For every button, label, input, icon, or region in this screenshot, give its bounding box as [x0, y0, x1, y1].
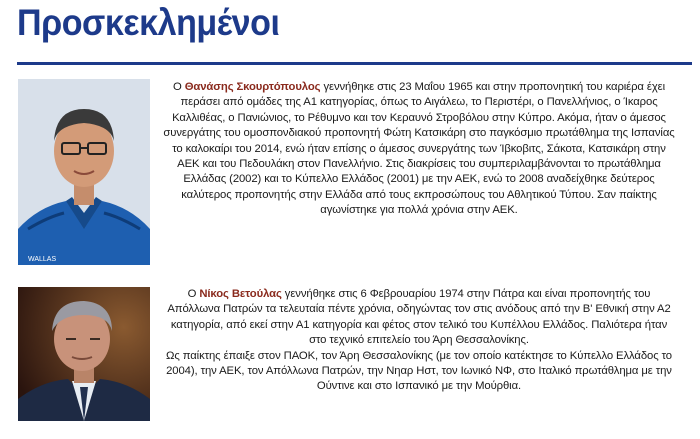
bio-text-2b: Ως παίκτης έπαιξε στον ΠΑΟΚ, τον Άρη Θεσσαλονίκης (με τον οποίο κατέκτησε το Κύπελλο Ελλάδος το 2004), την ΑΕΚ, τον Απόλλωνα Πατρών, την Νηαρ Ηστ, τον Ιωνικό ΝΦ, στο Ιταλικό πρωτάθλημα με την Ούντινε και στο Ισπανικό με την Μούρθια. — [165, 349, 672, 393]
bio-article-1: Ο — [172, 81, 185, 93]
bio-article-2: Ο — [187, 288, 200, 300]
bio-paragraph-2 — [163, 287, 675, 395]
portrait-photo-2 — [18, 287, 150, 421]
bio-text-2: γεννήθηκε στις 6 Φεβρουαρίου 1974 στην Πάτρα και είναι προπονητής του Απόλλωνα Πατρών τα τελευταία πέντε χρόνια, οδηγώντας τον στις ανόδους από την Β' Εθνική στην Α2 κατηγορία, από εκεί στην Α1 κατηγορία και φέτος στον τελικό του Κυπέλλου Ελλάδος. Παλιότερα ήταν στο τεχνικό επιτελείο του Άρη Θεσσαλονίκης. — [167, 288, 671, 347]
page-title: Προσκεκλημένοι — [17, 2, 280, 43]
bio-paragraph-1 — [163, 80, 675, 219]
portrait-photo-1 — [18, 79, 150, 265]
bio-text-1: γεννήθηκε στις 23 Μαΐου 1965 και στην προπονητική του καριέρα έχει περάσει από ομάδες της Α1 κατηγορίας, όπως το Αιγάλεω, το Περιστέρι, ο Πανελλήνιος, ο Ίκαρος Καλλιθέας, ο Πανιώνιος, το Ρέθυμνο και τον Κεραυνό Στροβόλου στην Κύπρο. Ακόμα, ήταν ο άμεσος συνεργάτης του ομοσπονδιακού προπονητή Φώτη Κατσικάρη στο παγκόσμιο πρωτάθλημα της Ισπανίας το καλοκαίρι του 2014, ενώ ήταν επίσης ο άμεσος συνεργάτης των Ίβκοβιτς, Σάκοτα, Κατσικάρη στην ΑΕΚ και του Πεδουλάκη στον Πανελλήνιο. Στις διακρίσεις του συμπεριλαμβάνονται το πρωτάθλημα Ελλάδας (2002) και το Κύπελλο Ελλάδος (2001) με την ΑΕΚ, ενώ το 2008 αναδείχθηκε δεύτερος καλύτερος προπονητής στην Ελλάδα από τους εκπροσώπους του Αθλητικού Τύπου. Σαν παίκτης αγωνίστηκε για πολλά χρόνια στην ΑΕΚ. — [163, 81, 675, 217]
shirt-text: WALLAS — [28, 256, 57, 263]
person-name-2: Νίκος Βετούλας — [199, 288, 282, 300]
person-name-1: Θανάσης Σκουρτόπουλος — [184, 81, 321, 93]
title-divider — [17, 62, 692, 65]
